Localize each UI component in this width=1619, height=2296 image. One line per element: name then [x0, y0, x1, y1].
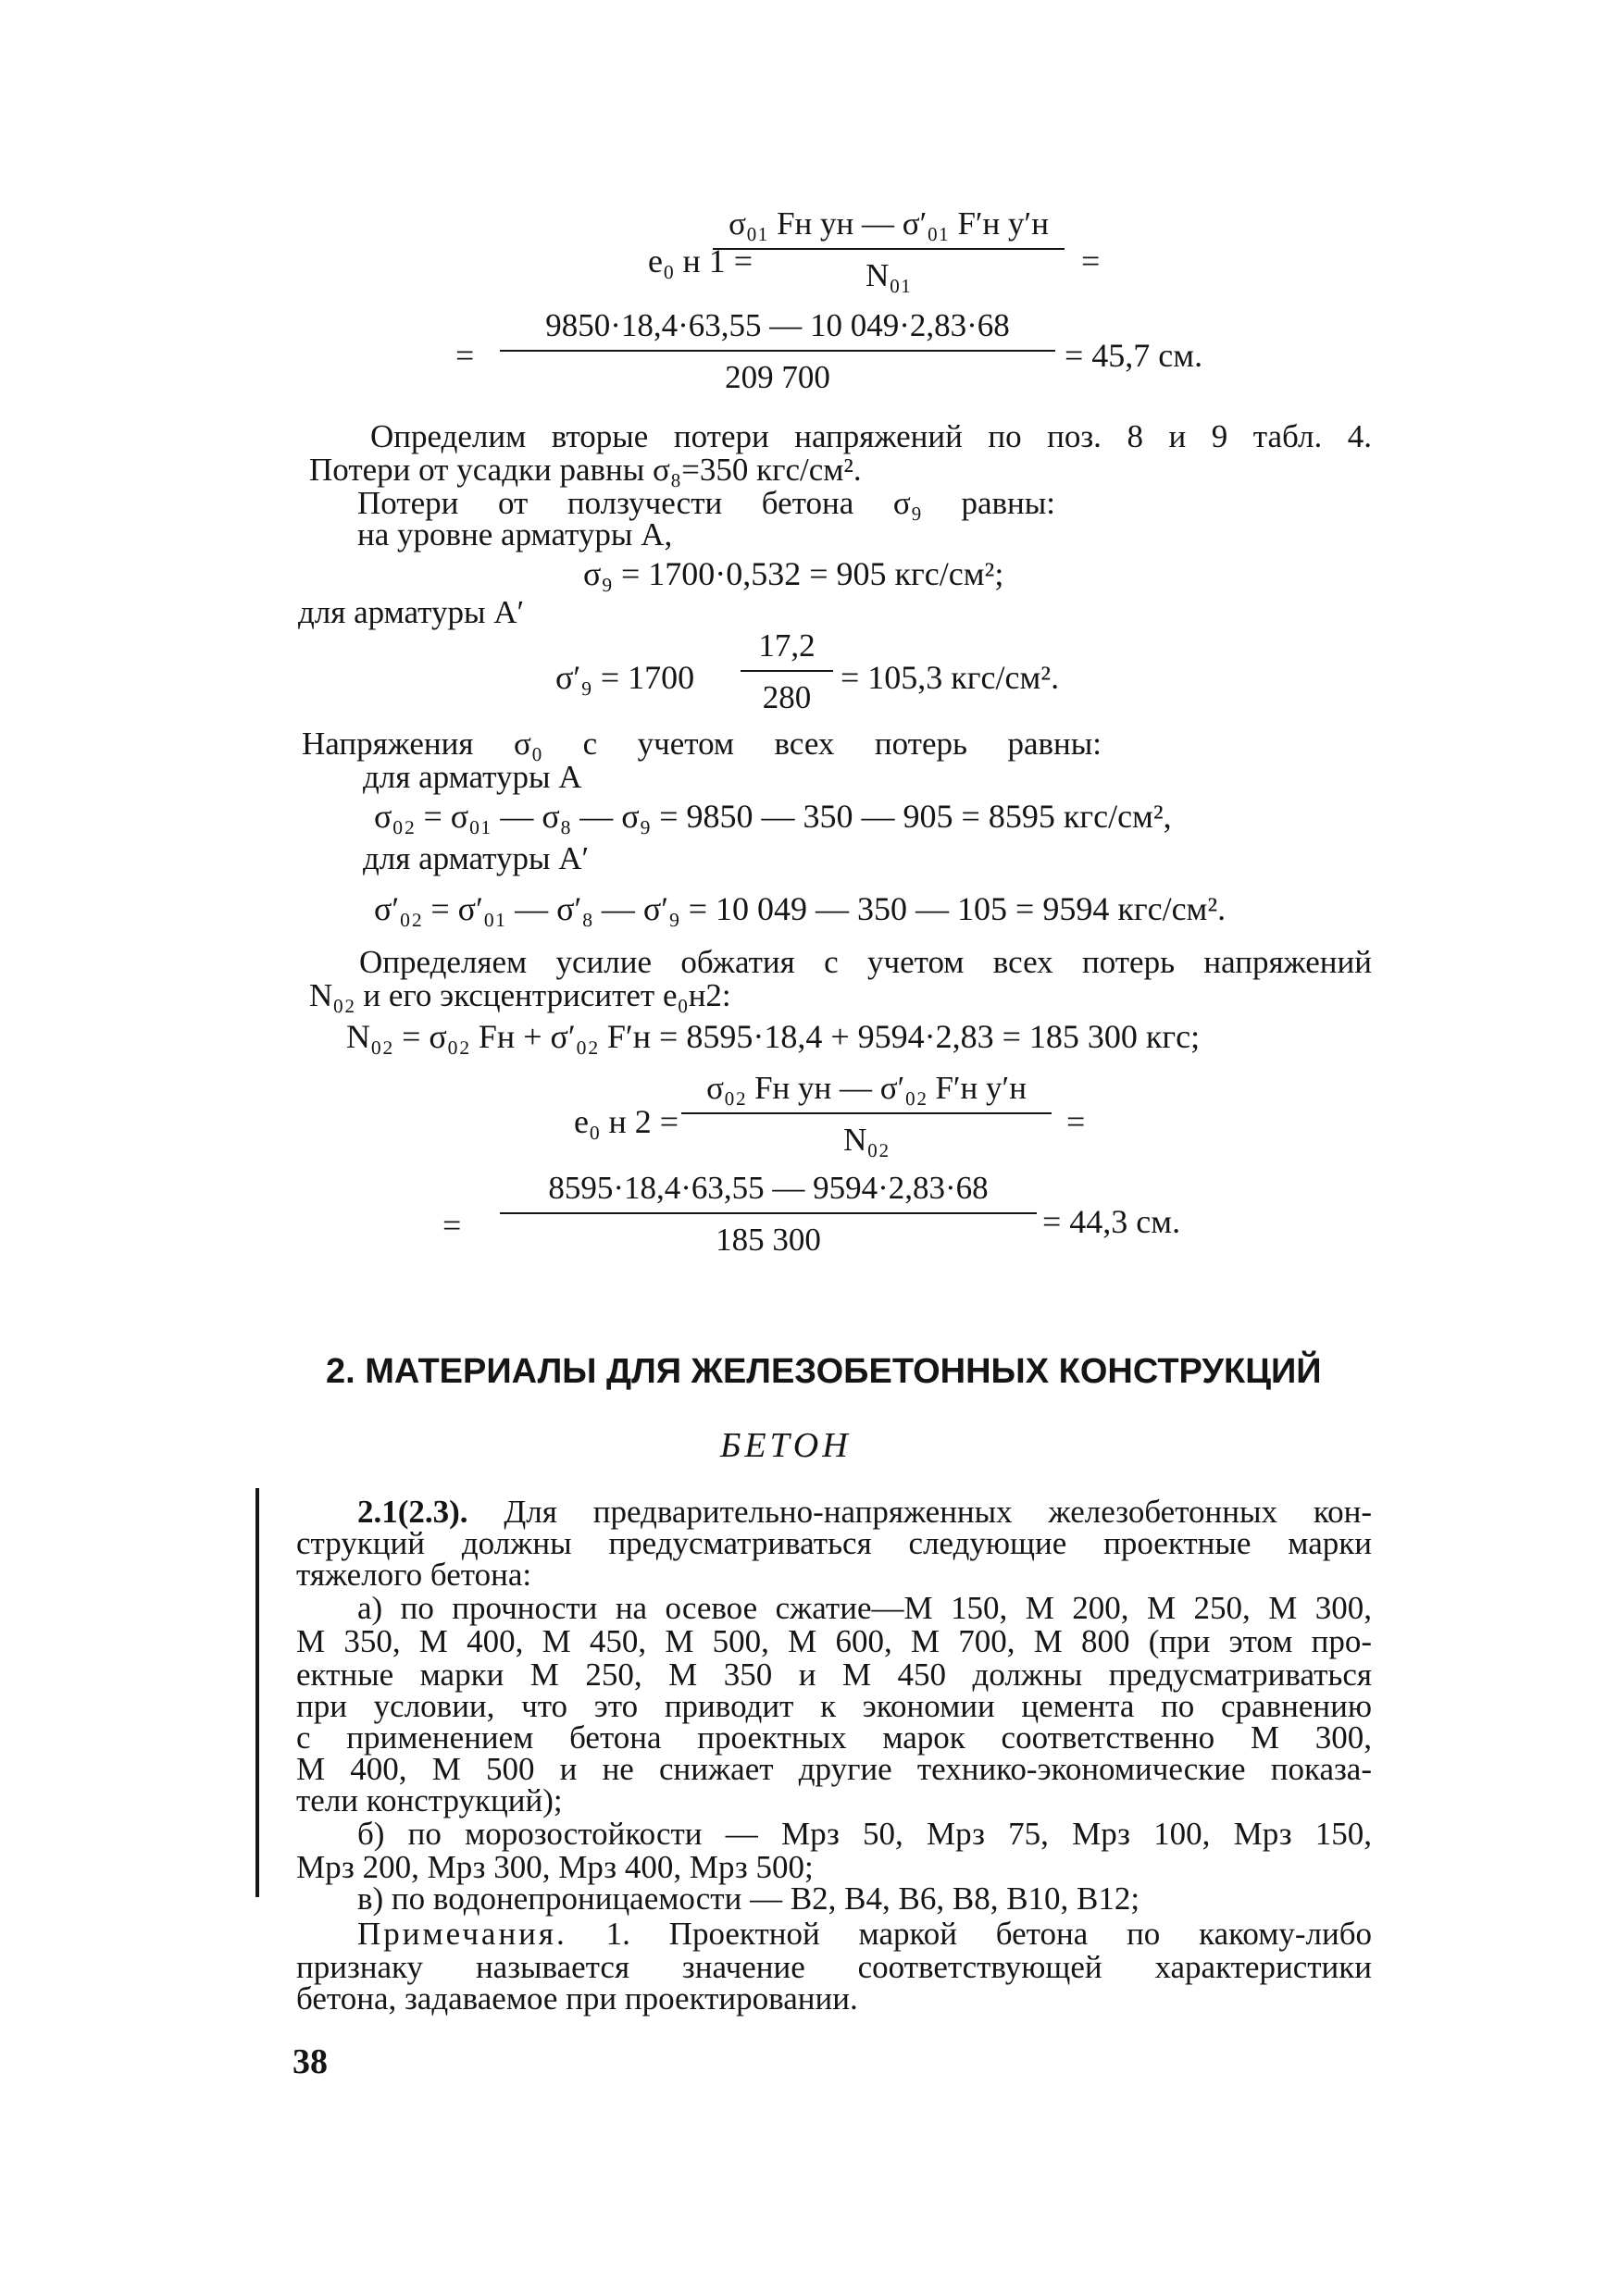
- text-line: Потери от ползучести бетона σ₉ равны:: [357, 485, 1055, 521]
- text-line: Потери от усадки равны σ₈=350 кгс/см².: [309, 452, 862, 488]
- formula-sigma02-prime: σ′₀₂ = σ′₀₁ — σ′₈ — σ′₉ = 10 049 — 350 — 105 = 9594 кгс/см².: [374, 890, 1227, 927]
- section-subheading: БЕТОН: [720, 1426, 852, 1465]
- text-line: для арматуры A′: [298, 594, 525, 630]
- formula-sigma9-prime-denominator: 280: [762, 679, 812, 715]
- formula-e1-fraction: [713, 204, 1065, 296]
- formula-e1-numeric-numerator: 9850·18,4·63,55 — 10 049·2,83·68: [545, 307, 1010, 343]
- formula-n02: N₀₂ = σ₀₂ Fн + σ′₀₂ F′н = 8595·18,4 + 9594·2,83 = 185 300 кгс;: [346, 1018, 1201, 1055]
- text-line: Определим вторые потери напряжений по поз. 8 и 9 табл. 4.: [370, 418, 1372, 454]
- formula-e1-lhs: e₀ н 1 =: [648, 242, 753, 279]
- formula-e2-denominator: N₀₂: [843, 1122, 890, 1158]
- formula-e1-numerator: σ₀₁ Fн yн — σ′₀₁ F′н y′н: [729, 205, 1049, 242]
- text-line: на уровне арматуры A,: [357, 516, 673, 552]
- clause-line: при условии, что это приводит к экономии цемента по сравнению: [296, 1688, 1372, 1724]
- formula-sigma9-prime-fraction: [741, 626, 833, 718]
- formula-e2-numeric-denominator: 185 300: [716, 1222, 821, 1258]
- formula-e2-numerator: σ₀₂ Fн yн — σ′₀₂ F′н y′н: [706, 1070, 1027, 1106]
- formula-e1-numeric-denominator: 209 700: [725, 359, 830, 395]
- fraction-bar: [500, 350, 1055, 352]
- formula-e1-numeric-fraction: [500, 305, 1055, 398]
- formula-sigma9-prime-result: = 105,3 кгс/см².: [841, 659, 1060, 696]
- text-line: N₀₂ и его эксцентриситет e₀н2:: [309, 977, 731, 1013]
- text-line: Напряжения σ₀ с учетом всех потерь равны:: [302, 726, 1102, 762]
- clause-number: 2.1(2.3).: [357, 1494, 468, 1530]
- formula-e2-lhs: e₀ н 2 =: [574, 1103, 679, 1140]
- clause-line: ектные марки М 250, М 350 и М 450 должны предусматриваться: [296, 1657, 1372, 1693]
- clause-line: в) по водонепроницаемости — В2, В4, В6, В8, В10, В12;: [357, 1880, 1140, 1917]
- page-number: 38: [293, 2042, 328, 2081]
- clause-line: М 350, М 400, М 450, М 500, М 600, М 700, М 800 (при этом про-: [296, 1623, 1372, 1659]
- note-text: 1. Проектной маркой бетона по какому-либо: [605, 1916, 1372, 1952]
- formula-e2-equals: =: [1066, 1103, 1086, 1140]
- note-label: Примечания.: [357, 1916, 567, 1952]
- clause-line: б) по морозостойкости — Мрз 50, Мрз 75, Мрз 100, Мрз 150,: [357, 1816, 1372, 1852]
- note-line: признаку называется значение соответствующей характеристики: [296, 1949, 1372, 1985]
- fraction-bar: [681, 1112, 1052, 1114]
- formula-e1-result: = 45,7 см.: [1065, 337, 1203, 374]
- formula-e2-fraction: [681, 1068, 1052, 1160]
- margin-change-bar: [255, 1488, 259, 1897]
- formula-e2-equals-2: =: [442, 1207, 462, 1244]
- section-heading: 2. МАТЕРИАЛЫ ДЛЯ ЖЕЛЕЗОБЕТОННЫХ КОНСТРУКЦИЙ: [326, 1352, 1322, 1391]
- text-line: Определяем усилие обжатия с учетом всех потерь напряжений: [359, 944, 1372, 980]
- clause-line: тяжелого бетона:: [296, 1557, 532, 1593]
- formula-e2-numeric-numerator: 8595·18,4·63,55 — 9594·2,83·68: [548, 1170, 989, 1206]
- text-line: для арматуры A: [363, 759, 582, 795]
- formula-e1-equals: =: [1081, 242, 1101, 279]
- fraction-bar: [713, 248, 1065, 250]
- clause-text: Для предварительно-напряженных железобетонных кон-: [504, 1494, 1372, 1530]
- formula-sigma9-prime-lhs: σ′₉ = 1700: [555, 659, 695, 696]
- formula-sigma9: σ₉ = 1700·0,532 = 905 кгс/см²;: [583, 555, 1004, 592]
- clause-line: тели конструкций);: [296, 1782, 563, 1818]
- formula-sigma02: σ₀₂ = σ₀₁ — σ₈ — σ₉ = 9850 — 350 — 905 = 8595 кгс/см²,: [374, 798, 1172, 835]
- formula-sigma9-prime-numerator: 17,2: [758, 627, 816, 664]
- formula-e1-denominator: N₀₁: [866, 257, 912, 293]
- fraction-bar: [741, 670, 833, 672]
- formula-e2-numeric-fraction: [500, 1168, 1037, 1260]
- clause-line: Мрз 200, Мрз 300, Мрз 400, Мрз 500;: [296, 1849, 814, 1885]
- clause-line: а) по прочности на осевое сжатие—М 150, М 200, М 250, М 300,: [357, 1590, 1372, 1626]
- formula-e1-equals-2: =: [455, 337, 475, 374]
- note-line: бетона, задаваемое при проектировании.: [296, 1980, 858, 2017]
- clause-line: с применением бетона проектных марок соответственно М 300,: [296, 1719, 1372, 1756]
- clause-line: струкций должны предусматриваться следующие проектные марки: [296, 1525, 1372, 1561]
- formula-e2-result: = 44,3 см.: [1042, 1203, 1181, 1240]
- fraction-bar: [500, 1212, 1037, 1214]
- text-line: для арматуры A′: [363, 840, 590, 876]
- clause-line: М 400, М 500 и не снижает другие технико-экономические показа-: [296, 1751, 1372, 1787]
